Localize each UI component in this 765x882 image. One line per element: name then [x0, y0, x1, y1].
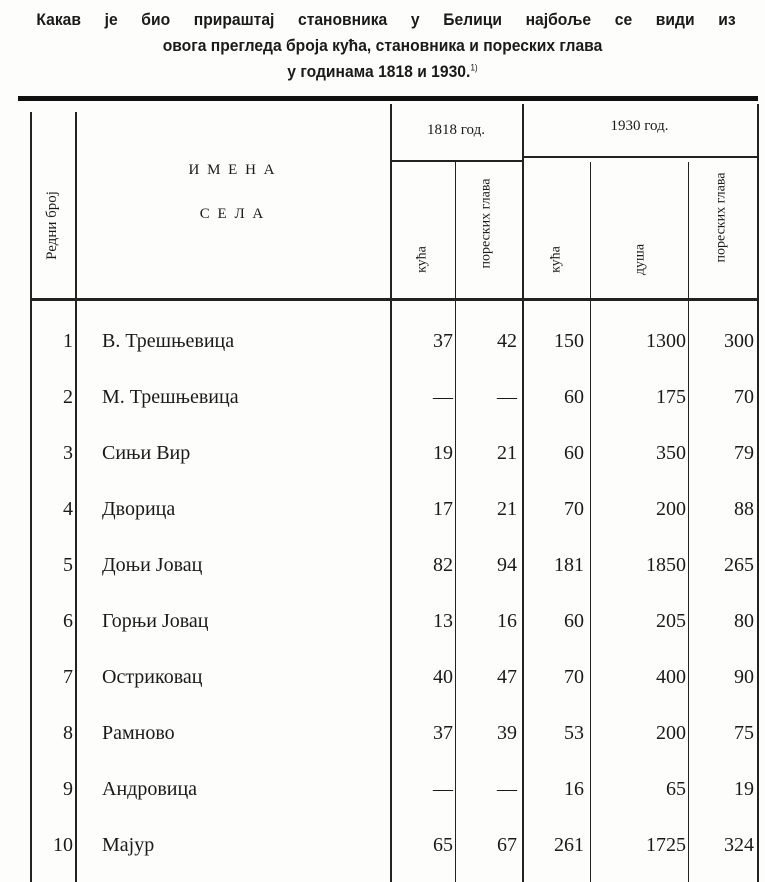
title-line-2: овога прегледа броја кућа, становника и пореских глава	[162, 36, 603, 55]
cell-s1930: 200	[656, 722, 686, 744]
cell-t1818: 21	[497, 498, 517, 520]
cell-n: 6	[63, 610, 73, 632]
footnote-mark: 1)	[470, 62, 478, 73]
cell-t1818: 21	[497, 442, 517, 464]
cell-s1930: 350	[656, 442, 686, 464]
cell-h1930: 150	[554, 330, 584, 352]
header-1930-souls: душа	[632, 243, 648, 276]
rule	[688, 162, 689, 882]
header-1818: 1818 год.	[427, 122, 485, 138]
rule	[590, 162, 591, 882]
cell-n: 1	[63, 330, 73, 352]
cell-h1930: 181	[554, 554, 584, 576]
cell-name: М. Трешњевица	[102, 386, 239, 408]
cell-s1930: 1725	[646, 834, 686, 856]
header-names-line1: И М Е Н А	[188, 162, 277, 178]
cell-h1930: 53	[564, 722, 584, 744]
cell-s1930: 200	[656, 498, 686, 520]
title-line-1: Какав је био прираштај становника у Белици најбоље се види из	[36, 10, 736, 29]
title-text: у годинама 1818 и 1930.	[287, 62, 471, 81]
cell-n: 3	[63, 442, 73, 464]
cell-h1930: 60	[564, 386, 584, 408]
rule	[75, 112, 77, 882]
title-line-3	[31, 62, 735, 82]
cell-s1930: 205	[656, 610, 686, 632]
rule	[30, 112, 32, 882]
header-1930-tax-heads: пореских глава	[713, 172, 729, 263]
cell-t1930: 324	[724, 834, 754, 856]
cell-n: 7	[63, 666, 73, 688]
cell-s1930: 175	[656, 386, 686, 408]
cell-t1930: 79	[734, 442, 754, 464]
header-bottom-rule	[30, 298, 757, 301]
cell-t1818: 67	[497, 834, 517, 856]
cell-t1818: —	[497, 386, 517, 408]
cell-h1818: 37	[433, 330, 453, 352]
cell-n: 10	[53, 834, 73, 856]
cell-h1818: 37	[433, 722, 453, 744]
rule	[757, 104, 759, 882]
cell-t1930: 70	[734, 386, 754, 408]
cell-t1818: 47	[497, 666, 517, 688]
cell-n: 2	[63, 386, 73, 408]
header-1818-tax-heads: пореских глава	[478, 178, 494, 269]
cell-h1818: 13	[433, 610, 453, 632]
cell-t1930: 80	[734, 610, 754, 632]
cell-h1818: 40	[433, 666, 453, 688]
cell-h1930: 70	[564, 666, 584, 688]
cell-t1930: 75	[734, 722, 754, 744]
table-top-rule	[18, 96, 758, 101]
rule	[455, 162, 456, 882]
cell-t1930: 300	[724, 330, 754, 352]
cell-name: Андровица	[102, 778, 198, 800]
cell-h1930: 261	[554, 834, 584, 856]
cell-h1930: 60	[564, 610, 584, 632]
cell-t1818: 94	[497, 554, 517, 576]
cell-n: 9	[63, 778, 73, 800]
cell-h1930: 60	[564, 442, 584, 464]
header-1930-houses: кућа	[548, 246, 564, 273]
cell-name: Дворица	[102, 498, 176, 520]
cell-t1818: 39	[497, 722, 517, 744]
cell-t1930: 88	[734, 498, 754, 520]
cell-h1818: 17	[433, 498, 453, 520]
rule	[522, 156, 757, 158]
cell-n: 5	[63, 554, 73, 576]
cell-h1818: 82	[433, 554, 453, 576]
cell-t1930: 265	[724, 554, 754, 576]
cell-s1930: 400	[656, 666, 686, 688]
cell-h1930: 70	[564, 498, 584, 520]
cell-h1818: 65	[433, 834, 453, 856]
rule	[390, 160, 522, 162]
cell-t1930: 19	[734, 778, 754, 800]
cell-s1930: 65	[666, 778, 686, 800]
cell-name: Рамново	[102, 722, 175, 744]
cell-h1818: 19	[433, 442, 453, 464]
cell-t1818: 16	[497, 610, 517, 632]
cell-name: Сињи Вир	[102, 442, 191, 464]
cell-s1930: 1850	[646, 554, 686, 576]
header-1818-houses: кућа	[414, 246, 430, 273]
header-row-number: Редни број	[44, 191, 60, 260]
cell-t1930: 90	[734, 666, 754, 688]
cell-name: Горњи Јовац	[102, 610, 209, 632]
cell-h1818: —	[433, 386, 453, 408]
cell-s1930: 1300	[646, 330, 686, 352]
rule	[522, 104, 524, 882]
cell-name: Доњи Јовац	[102, 554, 203, 576]
rule	[390, 104, 392, 882]
cell-n: 8	[63, 722, 73, 744]
cell-h1930: 16	[564, 778, 584, 800]
cell-name: Остриковац	[102, 666, 203, 688]
header-1930: 1930 год.	[610, 118, 669, 134]
cell-t1818: 42	[497, 330, 517, 352]
cell-n: 4	[63, 498, 73, 520]
cell-name: Мајур	[102, 834, 155, 856]
cell-name: В. Трешњевица	[102, 330, 235, 352]
cell-h1818: —	[433, 778, 453, 800]
cell-t1818: —	[497, 778, 517, 800]
header-names-line2: С Е Л А	[199, 206, 266, 222]
